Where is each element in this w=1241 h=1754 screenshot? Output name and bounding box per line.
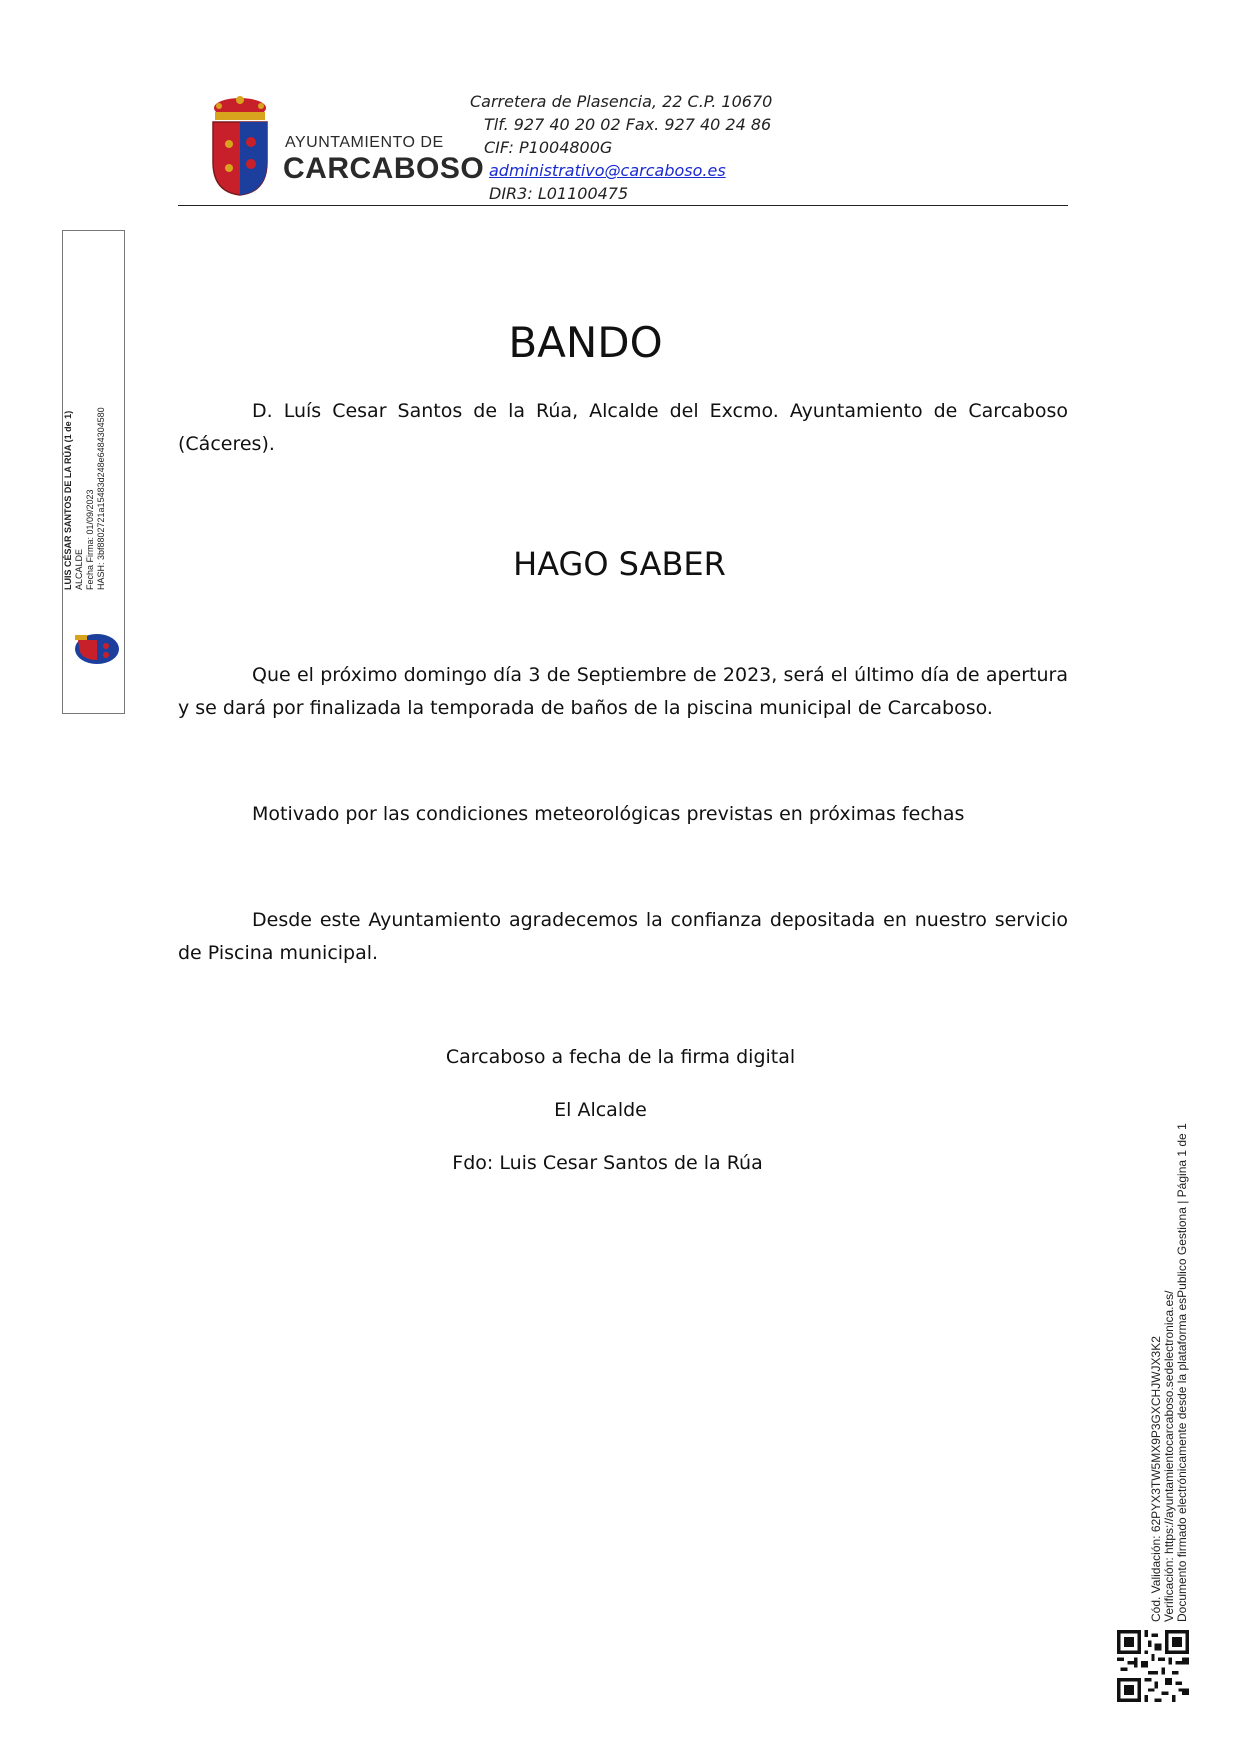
closing-place: Carcaboso a fecha de la firma digital	[445, 1046, 796, 1068]
address: Carretera de Plasencia, 22 C.P. 10670	[470, 92, 773, 111]
header-divider	[178, 205, 1068, 206]
logo-text-ayuntamiento: AYUNTAMIENTO DE	[285, 134, 444, 151]
document-subtitle: HAGO SABER	[513, 545, 726, 583]
coat-of-arms-icon	[205, 92, 275, 197]
paragraph-2: Motivado por las condiciones meteorológicas previstas en próximas fechas	[252, 803, 965, 825]
paragraph-3: Desde este Ayuntamiento agradecemos la confianza depositada en nuestro servicio de Piscina municipal.	[178, 909, 1068, 964]
signer-name: LUIS CÉSAR SANTOS DE LA RÚA (1 de 1)	[63, 410, 73, 590]
intro-paragraph: D. Luís Cesar Santos de la Rúa, Alcalde del Excmo. Ayuntamiento de Carcaboso (Cáceres).	[178, 400, 1068, 455]
dir3: DIR3: L01100475	[489, 184, 629, 203]
document-note: Documento firmado electrónicamente desde la plataforma esPublico Gestiona | Página 1 de 1	[1175, 1123, 1189, 1622]
verification-url: Verificación: https://ayuntamientocarcaboso.sedelectronica.es/	[1162, 1290, 1176, 1622]
cif: CIF: P1004800G	[484, 138, 613, 157]
closing-signature: Fdo: Luis Cesar Santos de la Rúa	[452, 1152, 763, 1174]
signature-hash: HASH: 3bf8802721a15483d248e6484304580	[96, 407, 106, 590]
logo-text-carcaboso: CARCABOSO	[283, 152, 485, 185]
contact-info	[470, 90, 772, 205]
signature-date: Fecha Firma: 01/09/2023	[85, 489, 95, 590]
qr-code-icon[interactable]	[1117, 1630, 1189, 1702]
email-link[interactable]: administrativo@carcaboso.es	[489, 161, 726, 180]
ayuntamiento-logo	[205, 92, 485, 197]
stamp-shield-icon	[72, 632, 122, 666]
document-title: BANDO	[508, 318, 663, 367]
signer-role: ALCALDE	[74, 548, 84, 590]
validation-code: Cód. Validación: 62PYX3TW5MX9P3GXCHJWJX3K2	[1149, 1336, 1163, 1622]
validation-text	[1150, 1123, 1189, 1622]
paragraph-1: Que el próximo domingo día 3 de Septiembre de 2023, será el último día de apertura y se dará por finalizada la temporada de baños de la piscina municipal de Carcaboso.	[178, 664, 1068, 719]
closing-role: El Alcalde	[554, 1099, 647, 1121]
phone-fax: Tlf. 927 40 20 02 Fax. 927 40 24 86	[484, 115, 772, 134]
